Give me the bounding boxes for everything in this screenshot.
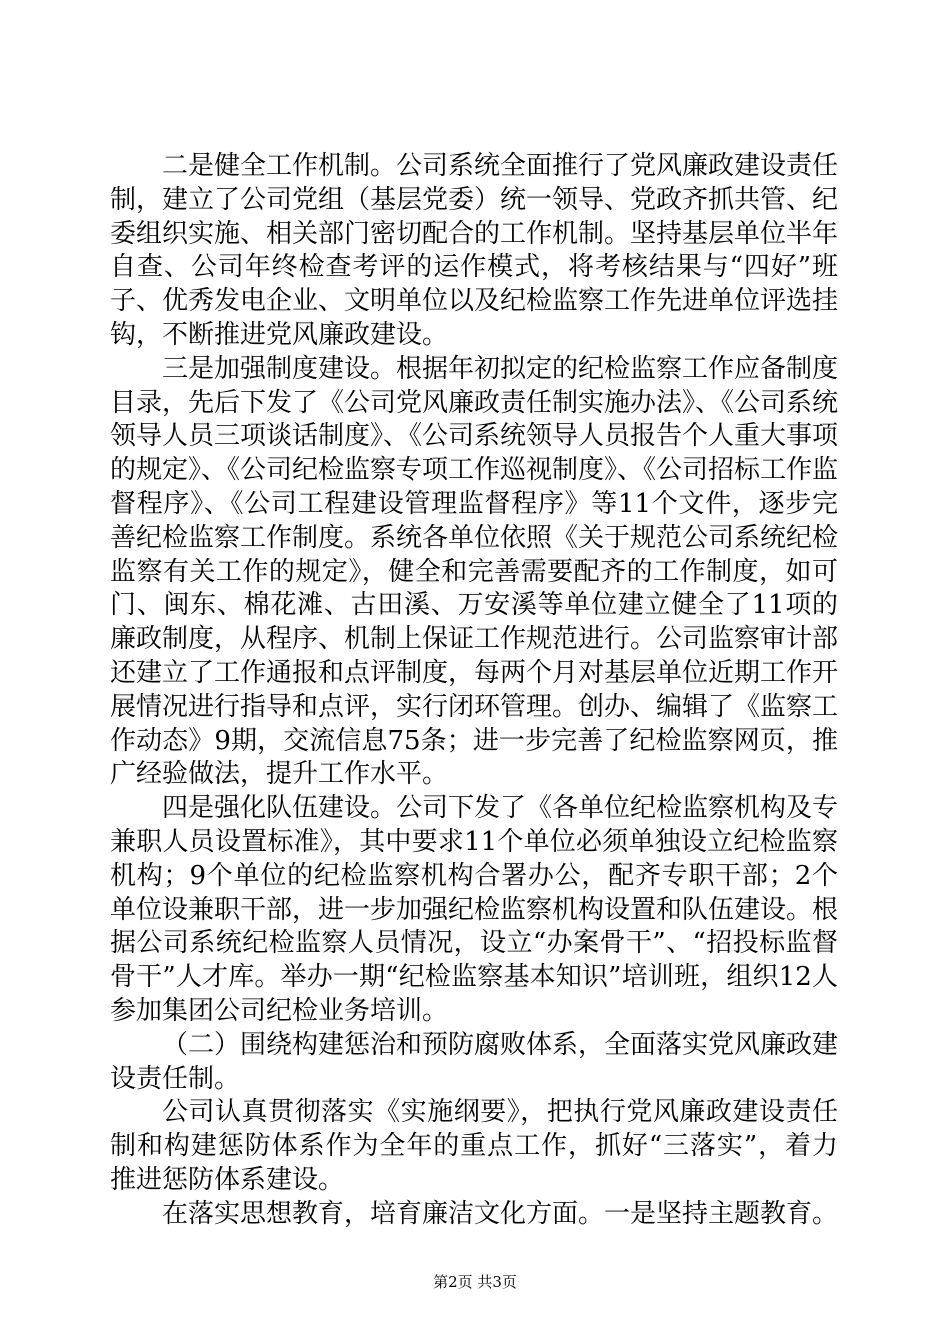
- paragraph-work-mechanism: 二是健全工作机制。公司系统全面推行了党风廉政建设责任制，建立了公司党组（基层党委）统一领导、党政齐抓共管、纪委组织实施、相关部门密切配合的工作机制。坚持基层单位半年自查、公司年终检查考评的运作模式，将考核结果与“四好”班子、优秀发电企业、文明单位以及纪检监察工作先进单位评选挂钩，不断推进党风廉政建设。: [110, 151, 839, 350]
- paragraph-system-building: 三是加强制度建设。根据年初拟定的纪检监察工作应备制度目录，先后下发了《公司党风廉政责任制实施办法》、《公司系统领导人员三项谈话制度》、《公司系统领导人员报告个人重大事项的规定》、《公司纪检监察专项工作巡视制度》、《公司招标工作监督程序》、《公司工程建设管理监督程序》等11个文件，逐步完善纪检监察工作制度。系统各单位依照《关于规范公司系统纪检监察有关工作的规定》，健全和完善需要配齐的工作制度，如可门、闽东、棉花滩、古田溪、万安溪等单位建立健全了11项的廉政制度，从程序、机制上保证工作规范进行。公司监察审计部还建立了工作通报和点评制度，每两个月对基层单位近期工作开展情况进行指导和点评，实行闭环管理。创办、编辑了《监察工作动态》9期，交流信息75条；进一步完善了纪检监察网页，推广经验做法，提升工作水平。: [110, 353, 839, 790]
- section-heading-two: （二）围绕构建惩治和预防腐败体系，全面落实党风廉政建设责任制。: [110, 1029, 839, 1094]
- paragraph-ideological-education: 在落实思想教育，培育廉洁文化方面。一是坚持主题教育。: [162, 1198, 839, 1229]
- paragraph-team-building: 四是强化队伍建设。公司下发了《各单位纪检监察机构及专兼职人员设置标准》，其中要求11个单位必须单独设立纪检监察机构；9个单位的纪检监察机构合署办公，配齐专职干部；2个单位设兼职干部，进一步加强纪检监察机构设置和队伍建设。根据公司系统纪检监察人员情况，设立“办案骨干”、“招投标监督骨干”人才库。举办一期“纪检监察基本知识”培训班，组织12人参加集团公司纪检业务培训。: [110, 793, 839, 1026]
- document-body: [110, 150, 838, 1232]
- page-number-footer: 第2页 共3页: [433, 1273, 517, 1291]
- paragraph-implementation: 公司认真贯彻落实《实施纲要》，把执行党风廉政建设责任制和构建惩防体系作为全年的重点工作，抓好“三落实”，着力推进惩防体系建设。: [110, 1097, 838, 1195]
